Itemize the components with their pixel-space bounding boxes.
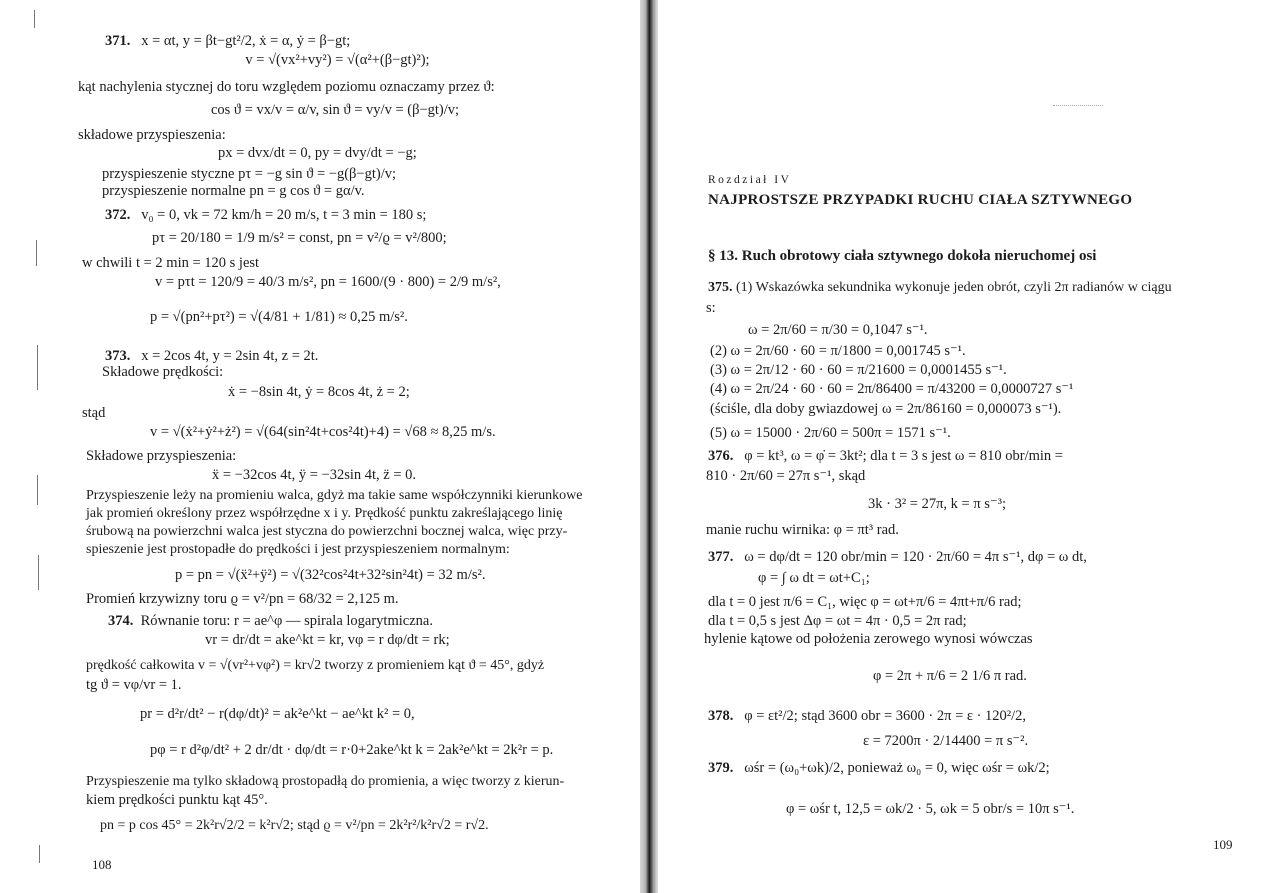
text-line: Składowe przyspieszenia: — [86, 448, 237, 464]
text-line: (ściśle, dla doby gwiazdowej ω = 2π/86160 = 0,000073 s⁻¹). — [710, 401, 1062, 417]
text-line: p = √(pn²+pτ²) = √(4/81 + 1/81) ≈ 0,25 m/s². — [150, 309, 408, 325]
text-line: w chwili t = 2 min = 120 s jest — [82, 255, 260, 271]
text-line: 374. Równanie toru: r = ae^φ — spirala logarytmiczna. — [108, 613, 433, 629]
text-line: 371. x = αt, y = βt−gt²/2, ẋ = α, ẏ = β−gt; — [105, 33, 351, 49]
text-line: φ = 2π + π/6 = 2 1/6 π rad. — [873, 668, 1027, 684]
text-line: cos ϑ = vx/v = α/v, sin ϑ = vy/v = (β−gt)/v; — [210, 102, 460, 118]
scan-mark — [38, 555, 39, 590]
text-line: kąt nachylenia stycznej do toru względem poziomu oznaczamy przez ϑ: — [78, 79, 495, 95]
text-line: kiem prędkości punktu kąt 45°. — [86, 792, 268, 808]
page-number: 108 — [92, 857, 112, 872]
page-number: 109 — [1213, 837, 1233, 852]
text-line: s: — [706, 300, 716, 316]
text-line: ẋ = −8sin 4t, ẏ = 8cos 4t, ż = 2; — [228, 384, 410, 400]
text-line: 375. (1) Wskazówka sekundnika wykonuje jeden obrót, czyli 2π radianów w ciągu — [708, 280, 1172, 295]
text-line: pr = d²r/dt² − r(dφ/dt)² = ak²e^kt − ae^kt k² = 0, — [140, 706, 415, 722]
problem-number: 376. — [708, 448, 734, 464]
problem-number: 371. — [105, 33, 131, 49]
book-gutter — [640, 0, 658, 893]
text-line: 372. v₀ = 0, vk = 72 km/h = 20 m/s, t = 3 min = 180 s; — [105, 207, 427, 223]
text-line: pn = p cos 45° = 2k²r√2/2 = k²r√2; stąd ϱ = v²/pn = 2k²r²/k²r√2 = r√2. — [100, 818, 489, 833]
chapter-title: NAJPROSTSZE PRZYPADKI RUCHU CIAŁA SZTYWNEGO — [708, 192, 1133, 208]
text-line: tg ϑ = vφ/vr = 1. — [86, 677, 182, 693]
scan-mark — [37, 345, 38, 390]
text-line: 3k · 3² = 27π, k = π s⁻³; — [868, 496, 1006, 512]
text-line: Przyspieszenie ma tylko składową prostopadłą do promienia, a więc tworzy z kierun- — [86, 774, 565, 789]
scan-mark — [37, 475, 38, 505]
text-line: przyspieszenie styczne pτ = −g sin ϑ = −g(β−gt)/v; — [102, 166, 397, 182]
text-line: ω = 2π/60 = π/30 = 0,1047 s⁻¹. — [748, 322, 928, 338]
problem-number: 373. — [105, 348, 131, 364]
text-line: śrubową na powierzchni walca jest styczna do powierzchni bocznej walca, więc przy- — [86, 524, 568, 539]
text-line: hylenie kątowe od położenia zerowego wynosi wówczas — [704, 631, 1033, 647]
problem-number: 377. — [708, 549, 734, 565]
text-line: ε = 7200π · 2/14400 = π s⁻². — [863, 733, 1029, 749]
text-line: (4) ω = 2π/24 · 60 · 60 = 2π/86400 = π/43200 = 0,0000727 s⁻¹ — [710, 381, 1074, 397]
section-title: § 13. Ruch obrotowy ciała sztywnego dokoła nieruchomej osi — [708, 248, 1097, 264]
right-page — [658, 0, 1263, 893]
text-line: v = √(vx²+vy²) = √(α²+(β−gt)²); — [245, 52, 430, 68]
scan-mark — [39, 845, 40, 863]
text-line: 379. ωśr = (ω₀+ωk)/2, ponieważ ω₀ = 0, więc ωśr = ωk/2; — [708, 760, 1050, 776]
text-line: 378. φ = εt²/2; stąd 3600 obr = 3600 · 2π = ε · 120²/2, — [708, 708, 1027, 724]
text-line: przyspieszenie normalne pn = g cos ϑ = gα/v. — [102, 183, 365, 199]
text-line: v = pτt = 120/9 = 40/3 m/s², pn = 1600/(9 · 800) = 2/9 m/s², — [155, 274, 501, 290]
scan-smudge — [1053, 105, 1103, 120]
text-line: p = pn = √(ẍ²+ÿ²) = √(32²cos²4t+32²sin²4t) = 32 m/s². — [175, 567, 486, 583]
text-line: dla t = 0 jest π/6 = C₁, więc φ = ωt+π/6 = 4πt+π/6 rad; — [708, 594, 1022, 610]
text-line: spieszenie jest prostopadłe do prędkości i jest przyspieszeniem normalnym: — [86, 542, 510, 557]
problem-number: 372. — [105, 207, 131, 223]
text-line: ẍ = −32cos 4t, ÿ = −32sin 4t, z̈ = 0. — [212, 467, 417, 483]
problem-number: 378. — [708, 708, 734, 724]
text-line: vr = dr/dt = ake^kt = kr, vφ = r dφ/dt = rk; — [205, 632, 450, 648]
chapter-label: Rozdział IV — [708, 174, 792, 186]
text-line: 377. ω = dφ/dt = 120 obr/min = 120 · 2π/60 = 4π s⁻¹, dφ = ω dt, — [708, 549, 1087, 565]
text-line: v = √(ẋ²+ẏ²+ż²) = √(64(sin²4t+cos²4t)+4) = √68 ≈ 8,25 m/s. — [150, 424, 496, 440]
text-line: jak promień określony przez współrzędne x i y. Prędkość punktu zakreślającego linię — [86, 506, 563, 521]
text-line: 373. x = 2cos 4t, y = 2sin 4t, z = 2t. — [105, 348, 319, 364]
text-line: 376. φ = kt³, ω = φ̇ = 3kt²; dla t = 3 s jest ω = 810 obr/min = — [708, 448, 1063, 464]
scan-mark — [34, 10, 35, 28]
text-line: Przyspieszenie leży na promieniu walca, gdyż ma takie same współczynniki kierunkowe — [86, 488, 583, 503]
text-line: składowe przyspieszenia: — [78, 127, 226, 143]
text-line: pφ = r d²φ/dt² + 2 dr/dt · dφ/dt = r·0+2ake^kt k = 2ak²e^kt = 2k²r = p. — [150, 742, 554, 758]
problem-number: 375. — [708, 280, 733, 295]
text-line: prędkość całkowita v = √(vr²+vφ²) = kr√2 tworzy z promieniem kąt ϑ = 45°, gdyż — [86, 658, 545, 673]
text-line: px = dvx/dt = 0, py = dvy/dt = −g; — [218, 145, 417, 161]
text-line: Składowe prędkości: — [102, 364, 224, 380]
scan-mark — [36, 240, 37, 266]
text-line: (3) ω = 2π/12 · 60 · 60 = π/21600 = 0,0001455 s⁻¹. — [710, 362, 1007, 378]
text-line: φ = ωśr t, 12,5 = ωk/2 · 5, ωk = 5 obr/s = 10π s⁻¹. — [786, 801, 1075, 817]
text-line: (5) ω = 15000 · 2π/60 = 500π = 1571 s⁻¹. — [710, 425, 951, 441]
text-line: Promień krzywizny toru ϱ = v²/pn = 68/32 = 2,125 m. — [86, 591, 399, 607]
text-line: stąd — [82, 405, 106, 421]
problem-number: 379. — [708, 760, 734, 776]
text-line: pτ = 20/180 = 1/9 m/s² = const, pn = v²/ϱ = v²/800; — [152, 230, 447, 246]
text-line: manie ruchu wirnika: φ = πt³ rad. — [706, 522, 899, 538]
text-line: dla t = 0,5 s jest Δφ = ωt = 4π · 0,5 = 2π rad; — [708, 613, 967, 629]
problem-number: 374. — [108, 613, 134, 629]
text-line: φ = ∫ ω dt = ωt+C₁; — [758, 570, 870, 586]
text-line: (2) ω = 2π/60 · 60 = π/1800 = 0,001745 s⁻¹. — [710, 343, 966, 359]
text-line: 810 · 2π/60 = 27π s⁻¹, skąd — [706, 468, 866, 484]
